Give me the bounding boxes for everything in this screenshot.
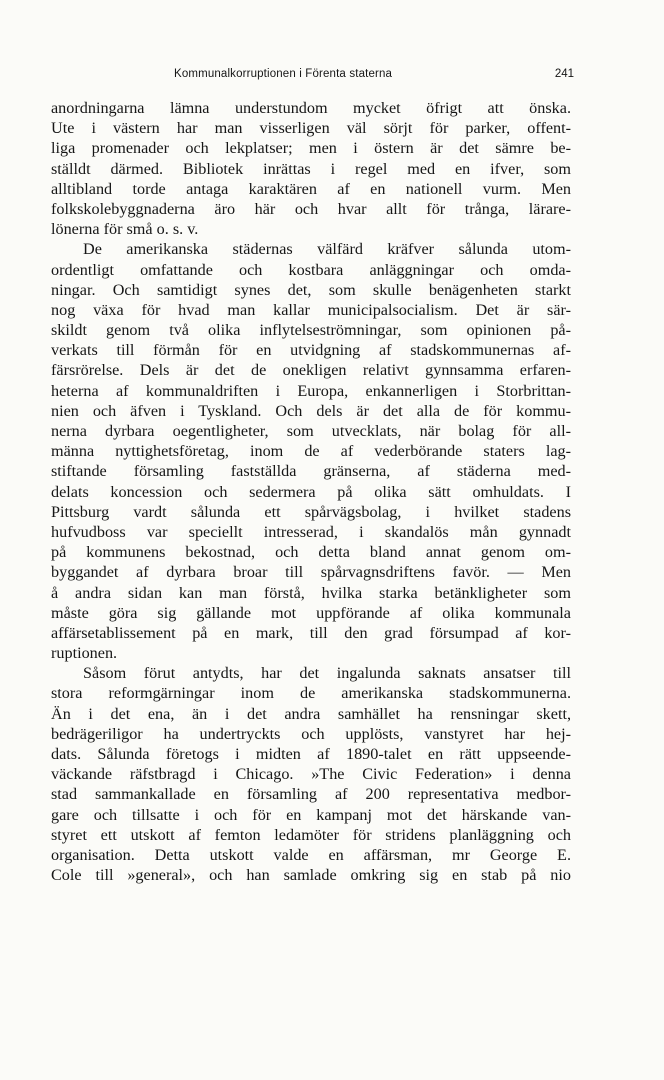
text-line: ordentligt omfattande och kostbara anläggningar och omda- — [51, 260, 571, 279]
page-header — [126, 68, 574, 88]
text-line: gare och tillsatte i och för en kampanj mot det härskande van- — [51, 805, 571, 824]
text-line: anordningarna lämna understundom mycket öfrigt att önska. — [51, 99, 571, 117]
text-line: nerna dyrbara oegentligheter, som utvecklats, när bolag för all- — [51, 422, 571, 440]
text-line: stora reformgärningar inom de amerikanska stadskommunerna. — [51, 684, 571, 703]
text-line: ningar. Och samtidigt synes det, som skulle benägenheten starkt — [51, 280, 571, 299]
text-line: Pittsburg vardt sålunda ett spårvägsbolag, i hvilket stadens — [51, 502, 571, 521]
text-line: på kommunens bekostnad, och detta bland annat genom om- — [51, 543, 571, 562]
text-line: bedrägeriligor ha undertryckts och upplösts, vanstyret har hej- — [51, 724, 571, 743]
text-line: måste göra sig gällande mot uppförande af olika kommunala — [51, 603, 571, 622]
text-line: ställdt därmed. Bibliotek inrättas i regel med en ifver, som — [51, 159, 571, 178]
text-line: Cole till »general», och han samlade omkring sig en stab på nio — [51, 866, 571, 885]
text-line: färsrörelse. Dels är det de onekligen relativt gynnsamma erfaren- — [51, 361, 571, 380]
text-line: stiftande församling fastställda gränserna, af städerna med- — [51, 462, 571, 481]
running-title: Kommunalkorruptionen i Förenta staterna — [174, 68, 393, 80]
text-line: Såsom förut antydts, har det ingalunda saknats ansatser till — [83, 664, 571, 683]
text-line: stad sammankallade en församling af 200 representativa medbor- — [51, 785, 571, 804]
text-line: De amerikanska städernas välfärd kräfver sålunda utom- — [83, 240, 571, 259]
text-line: byggandet af dyrbara broar till spårvagnsdriftens favör. — Men — [51, 563, 571, 582]
text-line: delats koncession och sedermera på olika sätt omhuldats. I — [51, 482, 571, 501]
text-line: nien och äfven i Tyskland. Och dels är det alla de för kommu- — [51, 401, 571, 420]
text-line: heterna af kommunaldriften i Europa, enkannerligen i Storbrittan- — [51, 381, 571, 400]
page-number: 241 — [554, 68, 574, 80]
text-line: styret ett utskott af femton ledamöter för stridens planläggning och — [51, 825, 571, 844]
text-line: folkskolebyggnaderna äro här och hvar allt för trånga, lärare- — [51, 199, 571, 218]
text-line: skildt genom två olika inflytelseströmningar, som opinionen på- — [51, 321, 571, 340]
body-text — [51, 98, 571, 885]
text-line: liga promenader och lekplatser; men i östern är det sämre be- — [51, 139, 571, 158]
text-line: verkats till förmån för en utvidgning af stadskommunernas af- — [51, 341, 571, 360]
text-line: männa nyttighetsföretag, inom de af vederbörande staters lag- — [51, 442, 571, 461]
text-line: affärsetablissement på en mark, till den grad försumpad af kor- — [51, 623, 571, 642]
text-line: ruptionen. — [51, 644, 118, 663]
text-line: nog växa för hvad man kallar municipalsocialism. Det är sär- — [51, 300, 571, 319]
text-line: å andra sidan kan man förstå, hvilka starka betänkligheter som — [51, 583, 571, 602]
text-line: hufvudboss var speciellt intresserad, i skandalös mån gynnadt — [51, 522, 571, 541]
text-line: lönerna för små o. s. v. — [51, 220, 199, 239]
text-line: dats. Sålunda företogs i midten af 1890-talet en rätt uppseende- — [51, 745, 571, 763]
text-line: Än i det ena, än i det andra samhället ha rensningar skett, — [51, 704, 571, 723]
text-line: Ute i västern har man visserligen väl sörjt för parker, offent- — [51, 119, 571, 138]
text-line: organisation. Detta utskott valde en affärsman, mr George E. — [51, 845, 571, 864]
text-line: väckande räfstbragd i Chicago. »The Civic Federation» i denna — [51, 765, 571, 784]
text-line: alltibland torde antaga karaktären af en nationell vurm. Men — [51, 179, 571, 198]
